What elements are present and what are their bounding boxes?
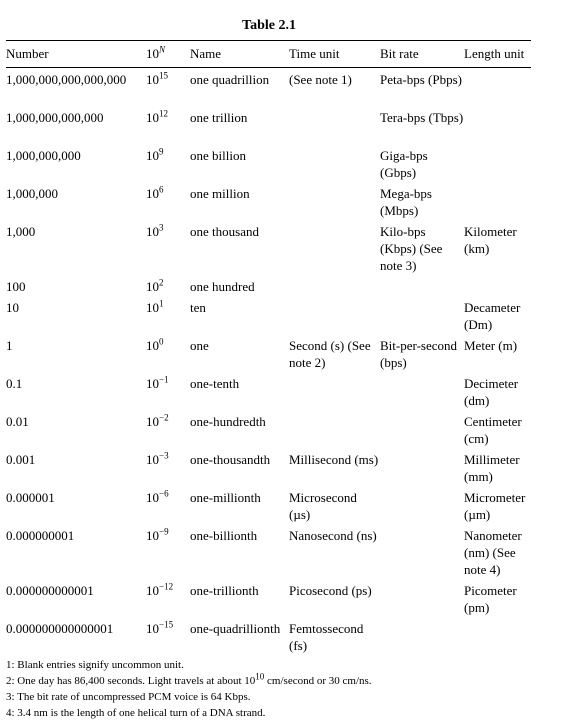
cell-name: one-tenth: [190, 376, 240, 391]
cell-time-unit: [289, 223, 380, 278]
header-row: [6, 42, 531, 71]
cell-name: one-hundredth: [190, 414, 266, 429]
cell-number: 0.001: [6, 452, 36, 467]
cell-power: $10^6$: [146, 184, 164, 201]
cell-name: one-trillionth: [190, 583, 259, 598]
cell-number: 0.1: [6, 376, 23, 391]
cell-power: $10^{-12}$: [146, 581, 174, 598]
header-length-unit: Length unit: [464, 46, 525, 61]
note-2: 2: One day has 86,400 seconds. Light travels at about $10^{10}$ cm/second or 30 cm/ns.: [6, 671, 372, 687]
cell-length-unit: [464, 109, 531, 147]
cell-time-unit: [289, 413, 380, 451]
cell-number: 1,000,000,000,000,000: [6, 72, 127, 87]
cell-power: $10^{-15}$: [146, 619, 174, 636]
cell-time-unit: Nanosecond (ns): [289, 528, 377, 543]
cell-time-unit: Millisecond (ms): [289, 452, 379, 467]
cell-power: $10^3$: [146, 222, 164, 239]
cell-name: one: [190, 338, 209, 353]
note-3: 3: The bit rate of uncompressed PCM voice is 64 Kbps.: [6, 691, 251, 703]
cell-power: $10^2$: [146, 277, 164, 294]
cell-number: 1,000,000,000,000: [6, 110, 104, 125]
footnotes: [6, 657, 546, 721]
cell-length-unit: [464, 620, 531, 658]
cell-name: one million: [190, 186, 250, 201]
cell-number: 1,000,000,000: [6, 148, 81, 163]
cell-bit-rate: Bit-per-second (bps): [380, 338, 457, 370]
cell-name: one billion: [190, 148, 246, 163]
cell-number: 0.000000001: [6, 528, 75, 543]
cell-length-unit: Kilometer (km): [464, 224, 517, 256]
cell-name: one-millionth: [190, 490, 261, 505]
cell-length-unit: [464, 71, 531, 109]
table-row: [6, 299, 531, 337]
cell-length-unit: Meter (m): [464, 338, 518, 353]
cell-bit-rate: [380, 413, 464, 451]
cell-bit-rate: [380, 527, 464, 582]
header-time-unit: Time unit: [289, 46, 340, 61]
cell-time-unit: [289, 278, 380, 299]
table-row: [6, 451, 531, 489]
cell-time-unit: [289, 375, 380, 413]
cell-power: $10^{-6}$: [146, 488, 169, 505]
cell-length-unit: Centimeter (cm): [464, 414, 522, 446]
cell-name: one-thousandth: [190, 452, 271, 467]
units-table: [6, 42, 531, 658]
cell-name: one-quadrillionth: [190, 621, 281, 636]
table-row: [6, 185, 531, 223]
cell-number: 0.000000000001: [6, 583, 94, 598]
cell-time-unit: Second (s) (See note 2): [289, 338, 371, 370]
cell-power: $10^9$: [146, 146, 164, 163]
cell-power: $10^{-9}$: [146, 526, 169, 543]
cell-length-unit: [464, 278, 531, 299]
cell-length-unit: Millimeter (mm): [464, 452, 520, 484]
table-row: [6, 413, 531, 451]
cell-bit-rate: [380, 299, 464, 337]
table-row: [6, 620, 531, 658]
cell-bit-rate: [380, 489, 464, 527]
cell-number: 1,000,000: [6, 186, 58, 201]
cell-bit-rate: Peta-bps (Pbps): [380, 72, 462, 87]
cell-bit-rate: [380, 582, 464, 620]
cell-bit-rate: Tera-bps (Tbps): [380, 110, 464, 125]
cell-length-unit: [464, 185, 531, 223]
cell-time-unit: [289, 185, 380, 223]
cell-number: 0.000001: [6, 490, 55, 505]
cell-power: $10^{12}$: [146, 108, 168, 125]
cell-number: 10: [6, 300, 19, 315]
cell-power: $10^1$: [146, 298, 164, 315]
header-bit-rate: Bit rate: [380, 46, 419, 61]
cell-number: 0.01: [6, 414, 29, 429]
cell-name: one thousand: [190, 224, 259, 239]
cell-length-unit: Nanometer (nm) (See note 4): [464, 528, 522, 577]
table-row: [6, 278, 531, 299]
note-4: 4: 3.4 nm is the length of one helical turn of a DNA strand.: [6, 707, 266, 719]
cell-time-unit: Picosecond (ps): [289, 583, 372, 598]
table-row: [6, 489, 531, 527]
note-1: 1: Blank entries signify uncommon unit.: [6, 659, 184, 671]
table-row: [6, 71, 531, 109]
cell-power: $10^{-3}$: [146, 450, 169, 467]
table-row: [6, 223, 531, 278]
header-power: $10^N$: [146, 44, 166, 61]
cell-bit-rate: Giga-bps (Gbps): [380, 148, 428, 180]
cell-bit-rate: [380, 278, 464, 299]
cell-time-unit: [289, 147, 380, 185]
cell-length-unit: Decameter (Dm): [464, 300, 521, 332]
cell-length-unit: [464, 147, 531, 185]
cell-name: one quadrillion: [190, 72, 270, 87]
header-top-rule: [6, 40, 531, 41]
table-row: [6, 582, 531, 620]
cell-power: $10^{-1}$: [146, 374, 169, 391]
table-title: Table 2.1: [242, 18, 296, 33]
cell-name: one hundred: [190, 279, 255, 294]
cell-power: $10^{-2}$: [146, 412, 169, 429]
cell-length-unit: Picometer (pm): [464, 583, 517, 615]
cell-number: 1: [6, 338, 13, 353]
cell-bit-rate: [380, 375, 464, 413]
cell-length-unit: Micrometer (µm): [464, 490, 526, 522]
cell-bit-rate: Kilo-bps (Kbps) (See note 3): [380, 224, 443, 273]
cell-name: one trillion: [190, 110, 248, 125]
cell-bit-rate: [380, 620, 464, 658]
cell-number: 0.000000000000001: [6, 621, 114, 636]
table-row: [6, 109, 531, 147]
header-name: Name: [190, 46, 222, 61]
table-row: [6, 375, 531, 413]
cell-number: 100: [6, 279, 26, 294]
cell-length-unit: Decimeter (dm): [464, 376, 519, 408]
cell-name: ten: [190, 300, 206, 315]
cell-time-unit: Femtossecond (fs): [289, 621, 364, 653]
cell-time-unit: Microsecond (µs): [289, 490, 357, 522]
cell-number: 1,000: [6, 224, 36, 239]
cell-name: one-billionth: [190, 528, 258, 543]
table-row: [6, 337, 531, 375]
cell-time-unit: (See note 1): [289, 72, 352, 87]
table-row: [6, 527, 531, 582]
cell-time-unit: [289, 299, 380, 337]
cell-bit-rate: Mega-bps (Mbps): [380, 186, 432, 218]
cell-bit-rate: [380, 451, 464, 489]
cell-power: $10^{15}$: [146, 70, 168, 87]
cell-power: $10^0$: [146, 336, 164, 353]
table-row: [6, 147, 531, 185]
header-number: Number: [6, 46, 49, 61]
cell-time-unit: [289, 109, 380, 147]
